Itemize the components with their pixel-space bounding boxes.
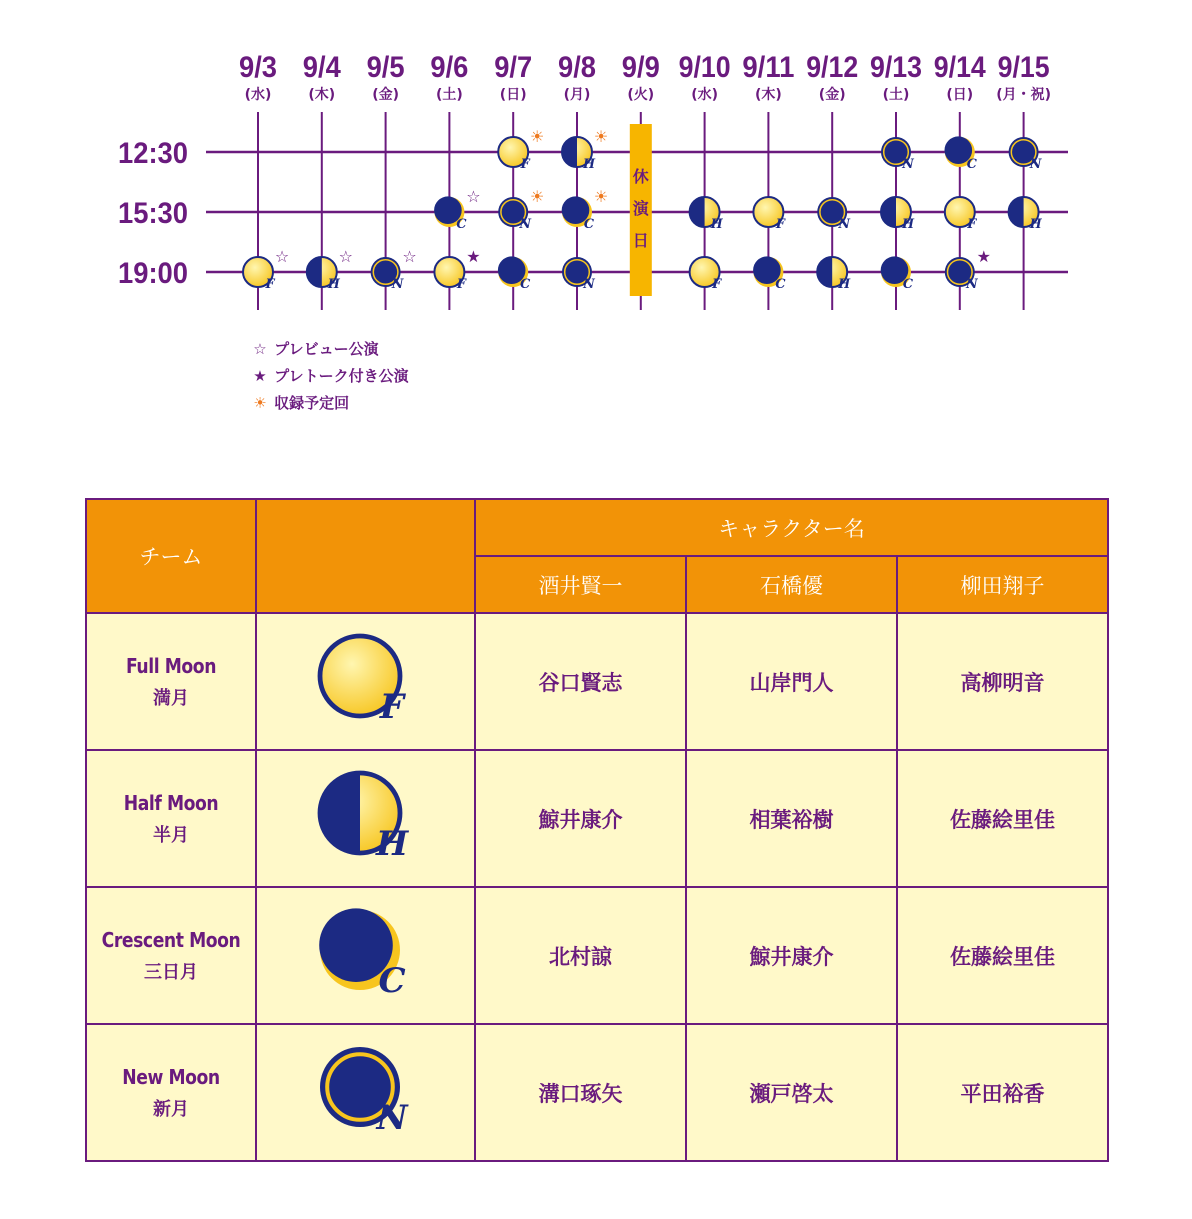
actor-name: 山岸門人: [686, 613, 897, 750]
team-letter: N: [965, 276, 978, 292]
team-letter: F: [520, 156, 530, 172]
sun-icon: ☀: [253, 395, 267, 412]
team-row: [86, 750, 1108, 887]
team-letter: H: [1029, 216, 1042, 232]
date-label: 9/6: [430, 51, 469, 84]
team-letter: C: [520, 276, 531, 292]
performance-moon-C: [498, 256, 531, 291]
star-outline-icon: ☆: [253, 341, 267, 358]
performance-moon-N: [881, 137, 915, 172]
team-letter: C: [377, 960, 406, 1001]
team-letter: C: [456, 216, 467, 232]
weekday-label: (土): [882, 87, 910, 103]
rest-day-label: 日: [632, 231, 649, 250]
date-label: 9/9: [621, 51, 660, 84]
cast-table-section: [85, 498, 1107, 1166]
performance-moon-C: [753, 256, 786, 291]
time-label: 15:30: [118, 197, 188, 230]
preview-mark-icon: ☆: [466, 187, 481, 206]
date-label: 9/10: [678, 51, 731, 84]
performance-moon-C: [945, 136, 978, 171]
weekday-label: (日): [946, 87, 974, 103]
team-letter: F: [967, 216, 977, 232]
team-letter: H: [582, 156, 596, 172]
weekday-label: (金): [372, 87, 399, 103]
time-label: 19:00: [118, 257, 188, 290]
team-moon-icon: [320, 636, 407, 727]
team-icon-cell: [256, 887, 475, 1024]
cast-table: [85, 498, 1109, 1162]
date-label: 9/5: [366, 51, 405, 84]
header-character-1: 酒井賢一: [475, 556, 686, 613]
team-letter: N: [583, 276, 595, 292]
header-character-3: 柳田翔子: [897, 556, 1108, 613]
team-row: [86, 613, 1108, 750]
team-name-cell: [86, 750, 256, 887]
preview-mark-icon: ☆: [274, 247, 290, 266]
legend-record-label: 収録予定回: [274, 395, 350, 412]
performance-moon-H: [562, 137, 596, 172]
actor-name: 瀬戸啓太: [686, 1024, 897, 1161]
weekday-label: (金): [818, 87, 846, 103]
legend-record: [250, 390, 409, 417]
actor-name: 溝口琢矢: [475, 1024, 686, 1161]
team-name-cell: [86, 887, 256, 1024]
team-letter: N: [1029, 156, 1042, 172]
legend-talk-label: プレトーク付き公演: [274, 368, 409, 385]
performance-moon-H: [881, 197, 915, 232]
header-characters: キャラクター名: [475, 499, 1108, 556]
moon-icon: [306, 898, 426, 1008]
team-letter: F: [456, 276, 466, 292]
header-team: チーム: [86, 499, 256, 613]
weekday-label: (日): [499, 87, 527, 103]
record-mark-icon: ☀: [593, 187, 609, 206]
team-moon-icon: [320, 773, 410, 864]
team-icon-cell: [256, 1024, 475, 1161]
rest-day-label: 演: [632, 199, 649, 218]
team-name-cell: [86, 613, 256, 750]
performance-moon-H: [1009, 197, 1043, 232]
header-icon: [256, 499, 475, 613]
team-moon-icon: [320, 1047, 409, 1138]
performance-moon-H: [690, 197, 724, 232]
performance-moon-N: [945, 257, 979, 292]
actor-name: 平田裕香: [897, 1024, 1108, 1161]
weekday-label: (木): [308, 87, 336, 103]
date-label: 9/3: [239, 51, 277, 84]
time-label: 12:30: [118, 137, 188, 170]
record-mark-icon: ☀: [530, 127, 545, 146]
record-mark-icon: ☀: [593, 127, 609, 146]
team-letter: N: [519, 216, 532, 232]
weekday-label: (水): [691, 87, 718, 103]
date-label: 9/14: [933, 51, 987, 84]
actor-name: 谷口賢志: [475, 613, 686, 750]
team-letter: N: [391, 276, 404, 292]
team-letter: N: [902, 156, 914, 172]
team-letter: C: [966, 156, 977, 172]
performance-moon-N: [498, 197, 532, 232]
team-letter: N: [375, 1097, 408, 1138]
actor-name: 佐藤絵里佳: [897, 750, 1108, 887]
weekday-label: (火): [627, 87, 655, 103]
date-label: 9/8: [558, 51, 596, 84]
team-letter: H: [838, 276, 851, 292]
team-letter: F: [379, 686, 404, 727]
legend-preview: [250, 336, 409, 363]
talk-mark-icon: ★: [976, 247, 991, 266]
team-icon-cell: [256, 613, 475, 750]
performance-moon-H: [307, 257, 341, 292]
date-label: 9/13: [870, 51, 922, 84]
team-letter: C: [583, 216, 595, 232]
preview-mark-icon: ☆: [338, 247, 353, 266]
rest-day-label: 休: [632, 167, 649, 186]
team-name-ja: 半月: [153, 824, 189, 845]
actor-name: 鯨井康介: [475, 750, 686, 887]
team-letter: N: [838, 216, 851, 232]
team-letter: H: [375, 823, 408, 864]
actor-name: 相葉裕樹: [686, 750, 897, 887]
weekday-label: (月): [563, 87, 591, 103]
actor-name: 北村諒: [475, 887, 686, 1024]
performance-moon-F: [243, 257, 275, 292]
date-label: 9/15: [997, 51, 1050, 84]
performance-moon-F: [498, 137, 530, 172]
star-filled-icon: ★: [253, 368, 267, 385]
team-row: [86, 887, 1108, 1024]
team-letter: H: [710, 216, 723, 232]
team-name-en: Crescent Moon: [101, 927, 241, 952]
team-name-ja: 新月: [153, 1098, 189, 1119]
moon-icon: [306, 624, 426, 734]
performance-moon-C: [562, 196, 595, 231]
team-letter: H: [327, 276, 340, 292]
team-name-en: Half Moon: [123, 790, 219, 815]
actor-name: 鯨井康介: [686, 887, 897, 1024]
actor-name: 高柳明音: [897, 613, 1108, 750]
header-character-2: 石橋優: [686, 556, 897, 613]
performance-moon-F: [945, 197, 977, 232]
team-row: [86, 1024, 1108, 1161]
performance-moon-C: [881, 256, 914, 291]
weekday-label: (土): [436, 87, 463, 103]
moon-icon: [306, 761, 426, 871]
team-name-ja: 満月: [153, 687, 189, 708]
performance-moon-C: [434, 196, 467, 231]
talk-mark-icon: ★: [466, 247, 481, 266]
moon-icon: [306, 1035, 426, 1145]
preview-mark-icon: ☆: [402, 247, 417, 266]
team-icon-cell: [256, 750, 475, 887]
date-label: 9/4: [302, 51, 342, 84]
team-name-en: New Moon: [122, 1064, 220, 1089]
team-letter: F: [775, 216, 785, 232]
legend-talk: [250, 363, 409, 390]
performance-moon-H: [817, 257, 851, 292]
weekday-label: (木): [755, 87, 782, 103]
performance-moon-F: [690, 257, 722, 292]
team-letter: F: [712, 276, 722, 292]
actor-name: 佐藤絵里佳: [897, 887, 1108, 1024]
weekday-label: (月・祝): [996, 87, 1051, 103]
weekday-label: (水): [244, 87, 272, 103]
date-label: 9/11: [742, 51, 795, 84]
performance-moon-N: [817, 197, 851, 232]
date-label: 9/7: [494, 51, 533, 84]
team-name-ja: 三日月: [144, 961, 198, 982]
legend-preview-label: プレビュー公演: [274, 341, 379, 358]
performance-moon-N: [371, 257, 405, 292]
schedule-legend: [250, 336, 409, 417]
date-label: 9/12: [806, 51, 859, 84]
performance-moon-N: [1009, 137, 1043, 172]
performance-schedule: [0, 0, 1192, 430]
performance-moon-N: [562, 257, 596, 292]
team-letter: C: [775, 276, 786, 292]
schedule-grid: [0, 0, 1192, 330]
team-moon-icon: [319, 908, 405, 1001]
performance-moon-F: [753, 197, 785, 232]
performance-moon-F: [434, 257, 466, 292]
team-letter: H: [901, 216, 915, 232]
record-mark-icon: ☀: [530, 187, 545, 206]
team-name-en: Full Moon: [125, 653, 217, 678]
team-letter: F: [265, 276, 275, 292]
team-letter: C: [902, 276, 914, 292]
team-name-cell: [86, 1024, 256, 1161]
